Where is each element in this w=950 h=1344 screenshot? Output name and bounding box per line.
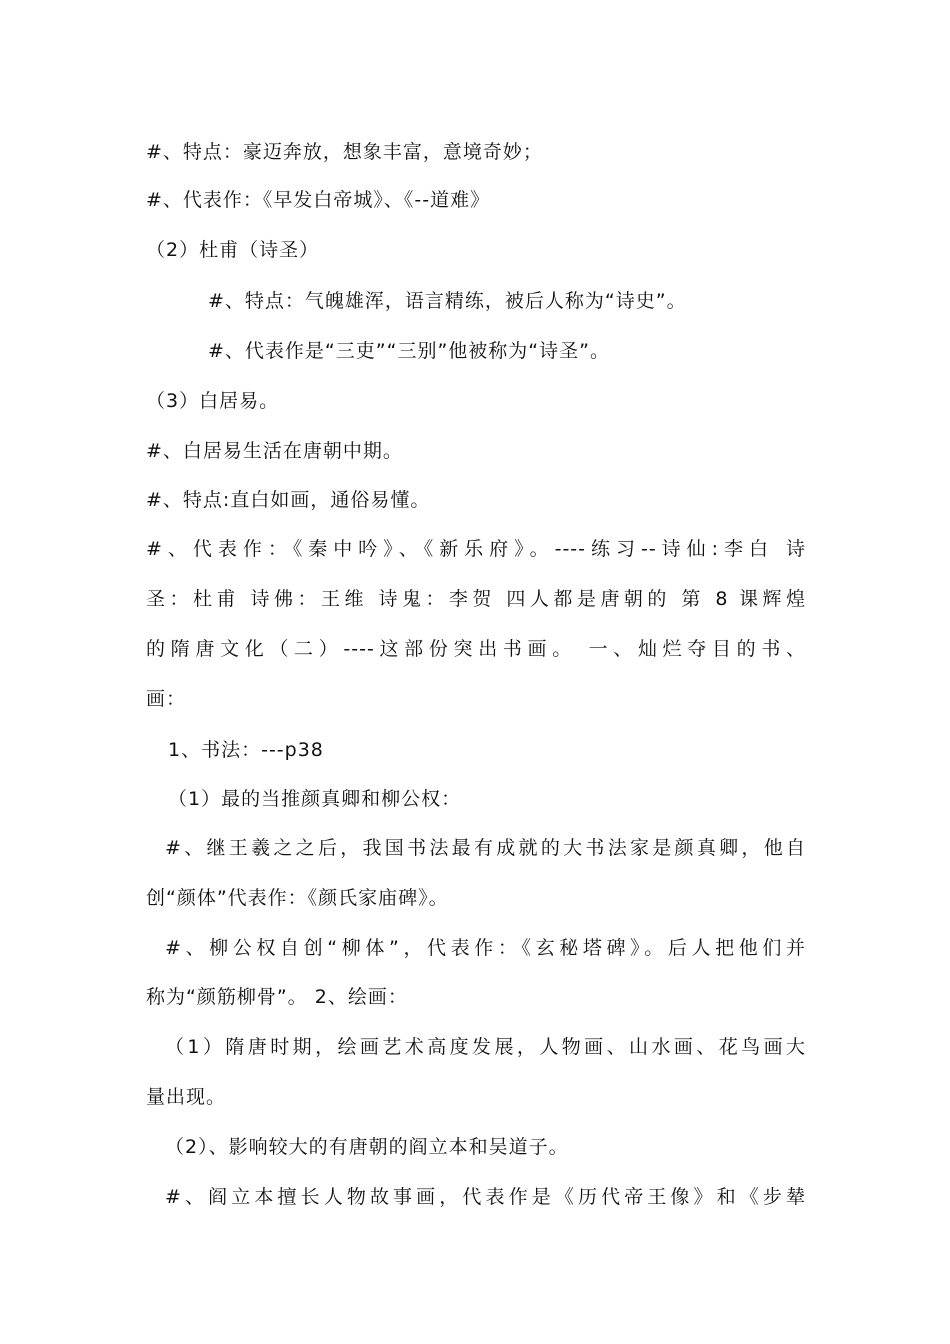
text-line: （1）最的当推颜真卿和柳公权：: [168, 788, 462, 810]
text-line: 称为“颜筋柳骨”。 2、绘画：: [146, 986, 408, 1008]
text-line: #、特点：气魄雄浑，语言精练，被后人称为“诗史”。: [208, 290, 687, 312]
text-line: （1）隋唐时期，绘画艺术高度发展，人物画、山水画、花鸟画大: [165, 1036, 806, 1058]
text-line: 量出现。: [146, 1086, 227, 1108]
text-line: #、代表作：《秦中吟》、《新乐府》。----练习--诗仙:李白 诗: [146, 538, 806, 560]
text-line: #、代表作是“三吏”“三别”他被称为“诗圣”。: [208, 340, 610, 362]
text-line: 1、书法：---p38: [168, 739, 324, 761]
text-line: #、特点：豪迈奔放，想象丰富，意境奇妙；: [146, 141, 543, 163]
text-line: 创“颜体”代表作：《颜氏家庙碑》。: [146, 887, 449, 909]
text-line: 圣：杜甫 诗佛：王维 诗鬼：李贺 四人都是唐朝的 第 8 课辉煌: [146, 588, 806, 610]
text-line: #、代表作：《早发白帝城》、《--道难》: [146, 189, 491, 211]
text-line: （3）白居易。: [146, 390, 280, 412]
text-line: #、阎立本擅长人物故事画，代表作是《历代帝王像》和《步辇: [165, 1186, 806, 1208]
text-line: 的隋唐文化（二）----这部份突出书画。 一、灿烂夺目的书、: [146, 638, 806, 660]
text-line: #、柳公权自创“柳体”，代表作：《玄秘塔碑》。后人把他们并: [165, 937, 806, 959]
text-line: （2）、影响较大的有唐朝的阎立本和吴道子。: [165, 1136, 569, 1158]
text-line: 画：: [146, 688, 187, 710]
text-line: （2）杜甫（诗圣）: [146, 239, 320, 261]
text-line: #、特点:直白如画，通俗易懂。: [146, 489, 431, 511]
text-line: #、继王羲之之后，我国书法最有成就的大书法家是颜真卿，他自: [165, 837, 806, 859]
text-line: #、白居易生活在唐朝中期。: [146, 440, 403, 462]
